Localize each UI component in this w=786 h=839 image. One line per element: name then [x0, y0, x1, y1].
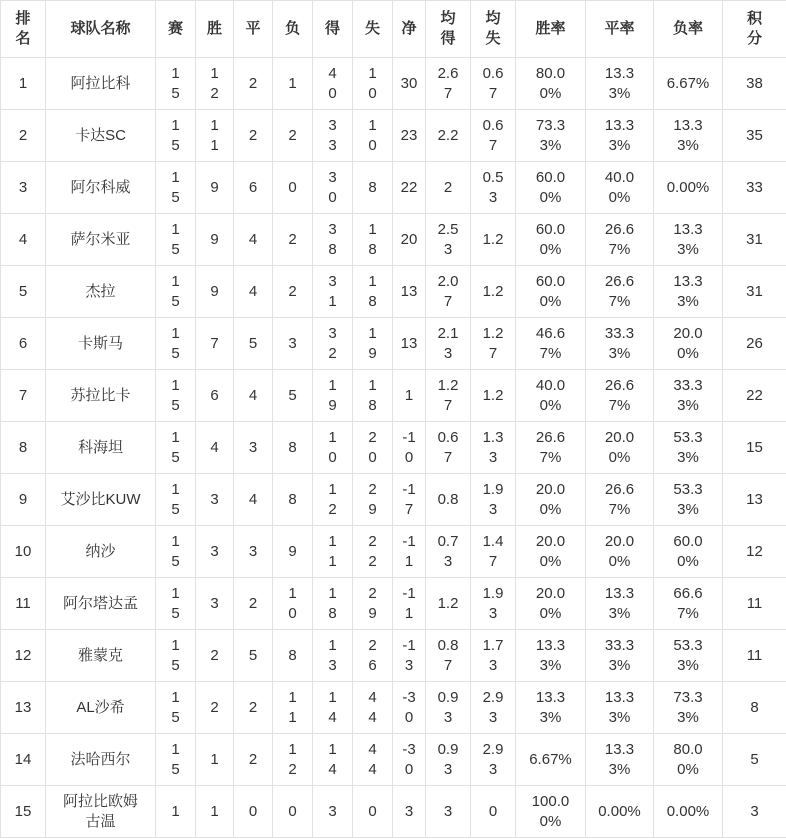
cell-games: 15	[156, 630, 196, 682]
cell-win_rate: 46.67%	[516, 318, 586, 370]
cell-win_rate: 26.67%	[516, 422, 586, 474]
cell-rank: 5	[1, 266, 46, 318]
cell-team: 纳沙	[46, 526, 156, 578]
cell-loss_rate: 0.00%	[654, 162, 723, 214]
cell-wins: 2	[196, 630, 234, 682]
cell-avg_goals_for: 1.27	[426, 370, 471, 422]
cell-avg_goals_against: 1.93	[471, 578, 516, 630]
table-header	[1, 1, 786, 58]
cell-rank: 15	[1, 786, 46, 838]
table-row	[1, 162, 786, 214]
cell-rank: 8	[1, 422, 46, 474]
cell-games: 15	[156, 110, 196, 162]
cell-goal_diff: 13	[393, 318, 426, 370]
cell-goal_diff: -30	[393, 682, 426, 734]
cell-loss_rate: 66.67%	[654, 578, 723, 630]
cell-loss_rate: 6.67%	[654, 58, 723, 110]
cell-goals_against: 44	[353, 734, 393, 786]
cell-draws: 4	[234, 474, 273, 526]
cell-win_rate: 80.00%	[516, 58, 586, 110]
cell-win_rate: 6.67%	[516, 734, 586, 786]
cell-loss_rate: 73.33%	[654, 682, 723, 734]
cell-games: 15	[156, 162, 196, 214]
cell-rank: 1	[1, 58, 46, 110]
cell-goal_diff: -11	[393, 526, 426, 578]
cell-draw_rate: 0.00%	[586, 786, 654, 838]
cell-goals_for: 11	[313, 526, 353, 578]
cell-points: 8	[723, 682, 786, 734]
cell-games: 15	[156, 526, 196, 578]
cell-losses: 2	[273, 214, 313, 266]
cell-games: 15	[156, 734, 196, 786]
cell-goals_for: 30	[313, 162, 353, 214]
cell-avg_goals_for: 0.8	[426, 474, 471, 526]
cell-wins: 12	[196, 58, 234, 110]
cell-loss_rate: 60.00%	[654, 526, 723, 578]
cell-goals_against: 18	[353, 266, 393, 318]
cell-goals_against: 8	[353, 162, 393, 214]
cell-loss_rate: 13.33%	[654, 214, 723, 266]
cell-team: 科海坦	[46, 422, 156, 474]
cell-loss_rate: 80.00%	[654, 734, 723, 786]
cell-avg_goals_for: 0.73	[426, 526, 471, 578]
cell-avg_goals_against: 0.67	[471, 58, 516, 110]
table-row	[1, 682, 786, 734]
cell-avg_goals_for: 2.2	[426, 110, 471, 162]
cell-win_rate: 20.00%	[516, 474, 586, 526]
cell-avg_goals_against: 1.2	[471, 214, 516, 266]
cell-points: 33	[723, 162, 786, 214]
cell-points: 3	[723, 786, 786, 838]
cell-draw_rate: 26.67%	[586, 266, 654, 318]
cell-win_rate: 13.33%	[516, 682, 586, 734]
cell-team: 萨尔米亚	[46, 214, 156, 266]
cell-goals_for: 13	[313, 630, 353, 682]
cell-losses: 2	[273, 110, 313, 162]
cell-win_rate: 20.00%	[516, 526, 586, 578]
cell-win_rate: 20.00%	[516, 578, 586, 630]
cell-loss_rate: 33.33%	[654, 370, 723, 422]
cell-rank: 3	[1, 162, 46, 214]
cell-goals_against: 22	[353, 526, 393, 578]
cell-rank: 2	[1, 110, 46, 162]
column-header-loss_rate: 负率	[654, 1, 723, 58]
table-row	[1, 474, 786, 526]
cell-draw_rate: 13.33%	[586, 110, 654, 162]
cell-draw_rate: 26.67%	[586, 474, 654, 526]
column-header-avg_goals_for: 均得	[426, 1, 471, 58]
cell-points: 22	[723, 370, 786, 422]
cell-rank: 11	[1, 578, 46, 630]
cell-avg_goals_against: 1.27	[471, 318, 516, 370]
cell-points: 31	[723, 266, 786, 318]
cell-draw_rate: 26.67%	[586, 370, 654, 422]
cell-draw_rate: 13.33%	[586, 578, 654, 630]
cell-goals_for: 3	[313, 786, 353, 838]
cell-goal_diff: 30	[393, 58, 426, 110]
cell-games: 15	[156, 422, 196, 474]
cell-win_rate: 73.33%	[516, 110, 586, 162]
cell-team: 阿拉比欧姆古温	[46, 786, 156, 838]
column-header-goals_for: 得	[313, 1, 353, 58]
cell-draw_rate: 20.00%	[586, 526, 654, 578]
cell-win_rate: 40.00%	[516, 370, 586, 422]
cell-games: 15	[156, 214, 196, 266]
cell-points: 26	[723, 318, 786, 370]
cell-avg_goals_against: 1.2	[471, 266, 516, 318]
cell-games: 15	[156, 370, 196, 422]
cell-avg_goals_against: 0.53	[471, 162, 516, 214]
cell-avg_goals_against: 1.2	[471, 370, 516, 422]
cell-goals_against: 0	[353, 786, 393, 838]
cell-draws: 5	[234, 630, 273, 682]
cell-wins: 9	[196, 214, 234, 266]
column-header-losses: 负	[273, 1, 313, 58]
cell-wins: 6	[196, 370, 234, 422]
cell-avg_goals_for: 3	[426, 786, 471, 838]
cell-losses: 12	[273, 734, 313, 786]
column-header-games: 赛	[156, 1, 196, 58]
cell-goals_against: 20	[353, 422, 393, 474]
cell-games: 15	[156, 58, 196, 110]
cell-team: 艾沙比KUW	[46, 474, 156, 526]
cell-points: 31	[723, 214, 786, 266]
cell-goal_diff: 3	[393, 786, 426, 838]
cell-draw_rate: 13.33%	[586, 682, 654, 734]
column-header-goal_diff: 净	[393, 1, 426, 58]
cell-points: 12	[723, 526, 786, 578]
cell-goals_against: 44	[353, 682, 393, 734]
table-row	[1, 734, 786, 786]
cell-goal_diff: -10	[393, 422, 426, 474]
cell-draws: 4	[234, 370, 273, 422]
cell-avg_goals_against: 2.93	[471, 734, 516, 786]
cell-win_rate: 60.00%	[516, 214, 586, 266]
cell-goals_for: 31	[313, 266, 353, 318]
cell-avg_goals_against: 1.47	[471, 526, 516, 578]
column-header-win_rate: 胜率	[516, 1, 586, 58]
cell-win_rate: 60.00%	[516, 266, 586, 318]
cell-avg_goals_against: 1.73	[471, 630, 516, 682]
cell-loss_rate: 20.00%	[654, 318, 723, 370]
cell-loss_rate: 0.00%	[654, 786, 723, 838]
column-header-goals_against: 失	[353, 1, 393, 58]
cell-draw_rate: 20.00%	[586, 422, 654, 474]
cell-losses: 5	[273, 370, 313, 422]
cell-goal_diff: 22	[393, 162, 426, 214]
cell-draws: 2	[234, 682, 273, 734]
column-header-draw_rate: 平率	[586, 1, 654, 58]
cell-goals_for: 33	[313, 110, 353, 162]
cell-team: 阿尔科威	[46, 162, 156, 214]
cell-points: 35	[723, 110, 786, 162]
cell-avg_goals_for: 0.93	[426, 734, 471, 786]
table-body	[1, 58, 786, 838]
cell-points: 5	[723, 734, 786, 786]
cell-draws: 0	[234, 786, 273, 838]
cell-rank: 10	[1, 526, 46, 578]
cell-wins: 4	[196, 422, 234, 474]
cell-draws: 3	[234, 422, 273, 474]
cell-losses: 0	[273, 162, 313, 214]
cell-goals_for: 14	[313, 682, 353, 734]
cell-avg_goals_for: 2	[426, 162, 471, 214]
cell-team: 卡斯马	[46, 318, 156, 370]
cell-draw_rate: 33.33%	[586, 630, 654, 682]
cell-goal_diff: 23	[393, 110, 426, 162]
cell-rank: 7	[1, 370, 46, 422]
cell-team: AL沙希	[46, 682, 156, 734]
cell-goal_diff: -30	[393, 734, 426, 786]
cell-rank: 9	[1, 474, 46, 526]
cell-team: 苏拉比卡	[46, 370, 156, 422]
cell-win_rate: 100.00%	[516, 786, 586, 838]
cell-wins: 7	[196, 318, 234, 370]
cell-goals_against: 29	[353, 578, 393, 630]
cell-goals_against: 10	[353, 110, 393, 162]
table-row	[1, 370, 786, 422]
cell-goal_diff: 1	[393, 370, 426, 422]
cell-goals_for: 10	[313, 422, 353, 474]
cell-avg_goals_against: 1.93	[471, 474, 516, 526]
cell-goals_for: 32	[313, 318, 353, 370]
cell-draws: 6	[234, 162, 273, 214]
cell-draws: 2	[234, 58, 273, 110]
cell-goals_against: 10	[353, 58, 393, 110]
cell-games: 1	[156, 786, 196, 838]
column-header-avg_goals_against: 均失	[471, 1, 516, 58]
cell-win_rate: 13.33%	[516, 630, 586, 682]
cell-points: 13	[723, 474, 786, 526]
column-header-rank: 排名	[1, 1, 46, 58]
cell-avg_goals_for: 2.07	[426, 266, 471, 318]
cell-loss_rate: 13.33%	[654, 266, 723, 318]
cell-draw_rate: 13.33%	[586, 734, 654, 786]
cell-goals_for: 14	[313, 734, 353, 786]
cell-rank: 13	[1, 682, 46, 734]
cell-wins: 3	[196, 578, 234, 630]
cell-points: 38	[723, 58, 786, 110]
cell-rank: 12	[1, 630, 46, 682]
column-header-points: 积分	[723, 1, 786, 58]
cell-draw_rate: 26.67%	[586, 214, 654, 266]
cell-draw_rate: 40.00%	[586, 162, 654, 214]
cell-goals_against: 18	[353, 370, 393, 422]
cell-team: 卡达SC	[46, 110, 156, 162]
table-row	[1, 422, 786, 474]
cell-team: 法哈西尔	[46, 734, 156, 786]
cell-goals_for: 18	[313, 578, 353, 630]
cell-points: 11	[723, 578, 786, 630]
cell-games: 15	[156, 266, 196, 318]
table-row	[1, 526, 786, 578]
cell-goal_diff: -11	[393, 578, 426, 630]
cell-rank: 14	[1, 734, 46, 786]
cell-draws: 4	[234, 266, 273, 318]
cell-games: 15	[156, 318, 196, 370]
cell-draws: 5	[234, 318, 273, 370]
cell-win_rate: 60.00%	[516, 162, 586, 214]
cell-losses: 2	[273, 266, 313, 318]
cell-loss_rate: 53.33%	[654, 422, 723, 474]
cell-losses: 9	[273, 526, 313, 578]
header-row	[1, 1, 786, 58]
table-row	[1, 58, 786, 110]
cell-goals_against: 19	[353, 318, 393, 370]
cell-losses: 1	[273, 58, 313, 110]
table-row	[1, 110, 786, 162]
cell-goals_against: 18	[353, 214, 393, 266]
cell-draws: 2	[234, 110, 273, 162]
cell-team: 阿尔塔达孟	[46, 578, 156, 630]
cell-rank: 6	[1, 318, 46, 370]
cell-draws: 4	[234, 214, 273, 266]
cell-wins: 3	[196, 474, 234, 526]
cell-team: 杰拉	[46, 266, 156, 318]
cell-rank: 4	[1, 214, 46, 266]
cell-goal_diff: 20	[393, 214, 426, 266]
column-header-wins: 胜	[196, 1, 234, 58]
cell-goal_diff: -17	[393, 474, 426, 526]
table-row	[1, 266, 786, 318]
cell-goals_against: 26	[353, 630, 393, 682]
cell-wins: 9	[196, 266, 234, 318]
cell-avg_goals_for: 1.2	[426, 578, 471, 630]
cell-draws: 3	[234, 526, 273, 578]
cell-goals_for: 12	[313, 474, 353, 526]
cell-goals_for: 19	[313, 370, 353, 422]
cell-wins: 2	[196, 682, 234, 734]
cell-goals_against: 29	[353, 474, 393, 526]
cell-avg_goals_for: 0.67	[426, 422, 471, 474]
table-row	[1, 578, 786, 630]
table-row	[1, 630, 786, 682]
table-row	[1, 214, 786, 266]
cell-wins: 9	[196, 162, 234, 214]
cell-avg_goals_for: 2.67	[426, 58, 471, 110]
cell-wins: 3	[196, 526, 234, 578]
cell-games: 15	[156, 474, 196, 526]
cell-draws: 2	[234, 578, 273, 630]
column-header-team: 球队名称	[46, 1, 156, 58]
cell-loss_rate: 53.33%	[654, 630, 723, 682]
cell-draw_rate: 13.33%	[586, 58, 654, 110]
table-row	[1, 318, 786, 370]
cell-losses: 8	[273, 422, 313, 474]
cell-avg_goals_against: 0.67	[471, 110, 516, 162]
cell-points: 15	[723, 422, 786, 474]
cell-goal_diff: 13	[393, 266, 426, 318]
column-header-draws: 平	[234, 1, 273, 58]
cell-games: 15	[156, 578, 196, 630]
cell-wins: 1	[196, 786, 234, 838]
cell-losses: 3	[273, 318, 313, 370]
cell-losses: 8	[273, 630, 313, 682]
cell-avg_goals_against: 1.33	[471, 422, 516, 474]
cell-avg_goals_for: 2.13	[426, 318, 471, 370]
cell-wins: 11	[196, 110, 234, 162]
cell-avg_goals_for: 0.93	[426, 682, 471, 734]
cell-points: 11	[723, 630, 786, 682]
cell-avg_goals_against: 2.93	[471, 682, 516, 734]
cell-team: 雅蒙克	[46, 630, 156, 682]
cell-avg_goals_for: 0.87	[426, 630, 471, 682]
cell-games: 15	[156, 682, 196, 734]
cell-losses: 10	[273, 578, 313, 630]
cell-losses: 11	[273, 682, 313, 734]
cell-draws: 2	[234, 734, 273, 786]
cell-goals_for: 38	[313, 214, 353, 266]
cell-goals_for: 40	[313, 58, 353, 110]
cell-goal_diff: -13	[393, 630, 426, 682]
cell-loss_rate: 53.33%	[654, 474, 723, 526]
cell-losses: 8	[273, 474, 313, 526]
cell-avg_goals_for: 2.53	[426, 214, 471, 266]
cell-team: 阿拉比科	[46, 58, 156, 110]
cell-avg_goals_against: 0	[471, 786, 516, 838]
cell-losses: 0	[273, 786, 313, 838]
cell-draw_rate: 33.33%	[586, 318, 654, 370]
cell-wins: 1	[196, 734, 234, 786]
cell-loss_rate: 13.33%	[654, 110, 723, 162]
table-row	[1, 786, 786, 838]
